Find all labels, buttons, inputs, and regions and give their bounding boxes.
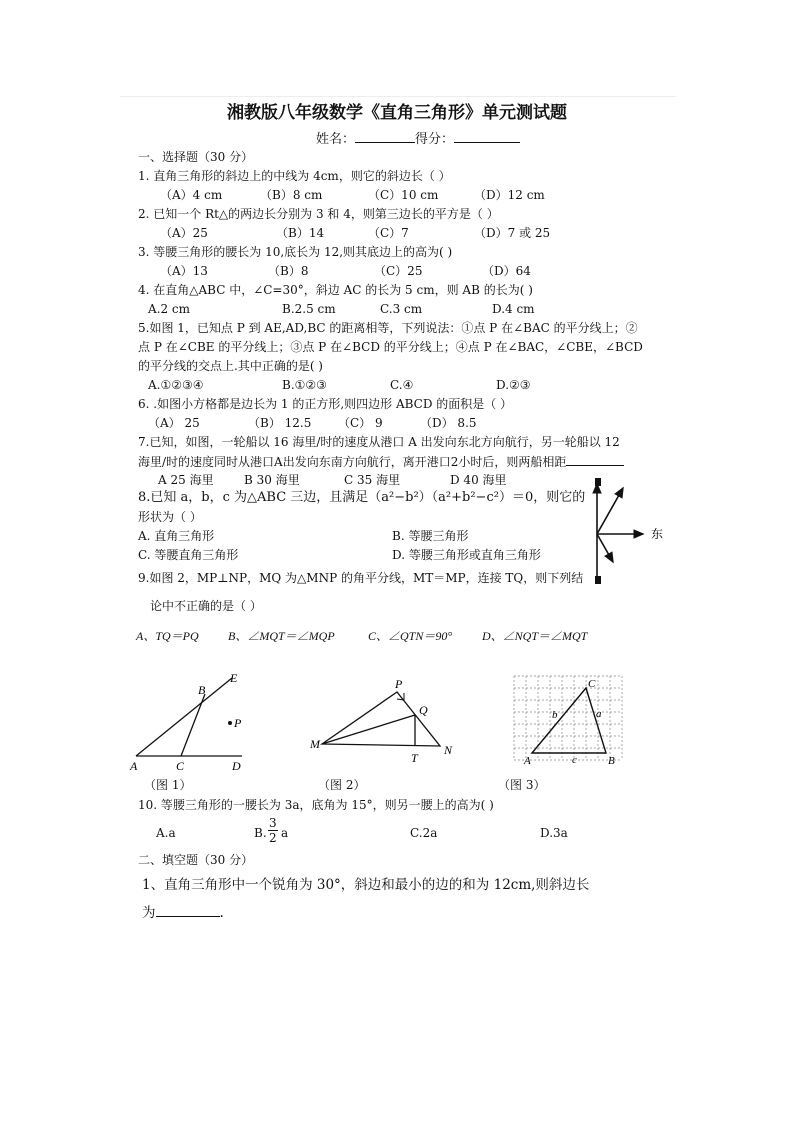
q1-option-c[interactable]: （C）10 cm	[368, 188, 439, 202]
fig2-label-m: M	[310, 737, 320, 751]
q3-option-a[interactable]: （A）13	[160, 264, 208, 278]
q9-option-c[interactable]: C、∠QTN＝90°	[368, 629, 453, 643]
fig3-label-b: B	[608, 755, 615, 767]
q10-option-b-tail: a	[281, 826, 289, 840]
q3-option-c[interactable]: （C）25	[374, 264, 423, 278]
name-score-line	[316, 130, 520, 148]
q2-option-a[interactable]: （A）25	[160, 226, 208, 240]
q10-option-d[interactable]: D.3a	[540, 826, 568, 840]
question-7-line-1: 7.已知，如图，一轮船以 16 海里/时的速度从港口 A 出发向东北方向航行，另一轮船以 12	[138, 435, 620, 449]
fig1-line-ae	[136, 678, 232, 756]
q7-option-d[interactable]: D 40 海里	[450, 473, 507, 487]
q8-option-a[interactable]: A. 直角三角形	[138, 529, 215, 543]
q7-option-a[interactable]: A 25 海里	[158, 473, 214, 487]
question-9-line-2: 论中不正确的是（ ）	[150, 599, 262, 613]
ship-2-arrow	[597, 534, 613, 562]
fig2-label-q: Q	[419, 703, 428, 717]
fraction-numerator: 3	[269, 816, 277, 830]
fig3-label-c: C	[588, 678, 596, 690]
q3-option-d[interactable]: （D）64	[482, 264, 531, 278]
compass-diagram	[585, 476, 675, 586]
fig3-label-side-b: b	[552, 709, 558, 721]
q5-option-d[interactable]: D.②③	[496, 378, 531, 392]
section-2-heading: 二、填空题（30 分）	[138, 853, 254, 867]
q9-option-a[interactable]: A、TQ＝PQ	[136, 629, 199, 643]
south-mark	[595, 576, 601, 584]
fig3-grid	[514, 676, 622, 760]
question-1: 1. 直角三角形的斜边上的中线为 4cm，则它的斜边长（ ）	[138, 169, 451, 183]
header-rule	[120, 96, 676, 97]
east-label: 东	[651, 527, 664, 541]
fig2-label-p: P	[395, 677, 403, 691]
fig1-label-e: E	[230, 671, 238, 685]
north-mark	[595, 478, 601, 486]
fig3-label-a: A	[524, 755, 531, 767]
q2-option-d[interactable]: （D）7 或 25	[474, 226, 551, 240]
fig1-label-d: D	[232, 759, 241, 773]
ship-1-arrow	[597, 488, 623, 534]
fig1-label-p: P	[234, 716, 242, 730]
fig2-label-t: T	[411, 751, 418, 765]
q5-option-c[interactable]: C.④	[390, 378, 414, 392]
q7-option-c[interactable]: C 35 海里	[344, 473, 401, 487]
name-label: 姓名：	[316, 132, 356, 147]
score-blank[interactable]	[454, 130, 520, 143]
figure-2-caption: （图 2）	[318, 778, 366, 792]
fig3-triangle-abc	[532, 688, 606, 753]
fig1-label-b: B	[198, 683, 206, 697]
question-5-line-2: 点 P 在∠CBE 的平分线上；③点 P 在∠BCD 的平分线上；④点 P 在∠BAC，∠CBE，∠BCD	[138, 340, 643, 354]
figure-3-caption: （图 3）	[498, 778, 546, 792]
name-blank[interactable]	[355, 130, 415, 143]
q4-option-c[interactable]: C.3 cm	[380, 302, 423, 316]
figure-2	[300, 672, 470, 772]
fig3-label-side-c: c	[572, 754, 577, 766]
question-9-line-1: 9.如图 2，MP⊥NP，MQ 为△MNP 的角平分线，MT＝MP，连接 TQ，则下列结	[138, 571, 584, 585]
fraction-denominator: 2	[269, 831, 277, 845]
q6-option-b[interactable]: （B） 12.5	[248, 416, 312, 430]
fig1-line-bc	[181, 694, 205, 756]
q6-option-a[interactable]: （A） 25	[148, 416, 200, 430]
fig1-label-a: A	[130, 759, 138, 773]
q8-option-d[interactable]: D. 等腰三角形或直角三角形	[392, 548, 541, 562]
q6-option-d[interactable]: （D） 8.5	[420, 416, 477, 430]
q9-option-d[interactable]: D、∠NQT＝∠MQT	[482, 629, 588, 643]
question-6: 6. .如图小方格都是边长为 1 的正方形,则四边形 ABCD 的面积是（ ）	[138, 397, 513, 411]
fill-1-line-2: 为 .	[142, 905, 224, 921]
figure-1	[126, 668, 256, 776]
q7-option-b[interactable]: B 30 海里	[244, 473, 300, 487]
fig2-line-mq	[322, 715, 415, 744]
q2-option-b[interactable]: （B）14	[276, 226, 325, 240]
q10-option-b[interactable]: B.	[254, 826, 267, 840]
q8-option-c[interactable]: C. 等腰直角三角形	[138, 548, 239, 562]
q10-option-a[interactable]: A.a	[156, 826, 176, 840]
fig1-label-c: C	[176, 759, 185, 773]
question-5-line-1: 5.如图 1，已知点 P 到 AE,AD,BC 的距离相等，下列说法：①点 P 在∠BAC 的平分线上；②	[138, 321, 638, 335]
q1-option-d[interactable]: （D）12 cm	[474, 188, 545, 202]
section-1-heading: 一、选择题（30 分）	[138, 150, 254, 164]
fig3-label-side-a: a	[596, 708, 602, 720]
fig1-point-p	[228, 721, 232, 725]
question-4: 4. 在直角△ABC 中，∠C=30°，斜边 AC 的长为 5 cm，则 AB 的长为( )	[138, 283, 533, 297]
q4-option-b[interactable]: B.2.5 cm	[282, 302, 336, 316]
score-label: 得分：	[415, 132, 455, 147]
q10-option-b-fraction	[268, 816, 278, 845]
question-8-line-1: 8.已知 a，b，c 为△ABC 三边，且满足（a²−b²）（a²+b²−c²）＝0，则它的	[138, 490, 586, 505]
question-10: 10. 等腰三角形的一腰长为 3a，底角为 15°，则另一腰上的高为( )	[138, 798, 494, 812]
q3-option-b[interactable]: （B）8	[268, 264, 309, 278]
fill-1-line-2-text: 为	[142, 905, 156, 921]
q6-option-c[interactable]: （C） 9	[338, 416, 383, 430]
q8-option-b[interactable]: B. 等腰三角形	[392, 529, 469, 543]
figure-3	[510, 672, 630, 772]
page-title: 湘教版八年级数学《直角三角形》单元测试题	[227, 103, 567, 123]
q5-option-b[interactable]: B.①②③	[282, 378, 327, 392]
fill-1-answer-blank[interactable]	[156, 904, 220, 917]
question-3: 3. 等腰三角形的腰长为 10,底长为 12,则其底边上的高为( )	[138, 245, 453, 259]
fill-1-line-1: 1、直角三角形中一个锐角为 30°，斜边和最小的边的和为 12cm,则斜边长	[142, 877, 590, 893]
figure-1-caption: （图 1）	[144, 778, 192, 792]
question-5-line-3: 的平分线的交点上.其中正确的是( )	[138, 359, 323, 373]
q7-line-2-text: 海里/时的速度同时从港口A出发向东南方向航行，离开港口2小时后，则两船相距	[138, 455, 567, 469]
question-8-line-2: 形状为（ ）	[138, 510, 202, 524]
q4-option-a[interactable]: A.2 cm	[148, 302, 191, 316]
question-2: 2. 已知一个 Rt△的两边长分别为 3 和 4，则第三边长的平方是（ ）	[138, 207, 499, 221]
q1-option-b[interactable]: （B）8 cm	[260, 188, 323, 202]
q4-option-d[interactable]: D.4 cm	[492, 302, 535, 316]
question-7-line-2	[138, 453, 624, 470]
fig2-label-n: N	[444, 743, 453, 757]
q5-option-a[interactable]: A.①②③④	[148, 378, 204, 392]
q1-option-a[interactable]: （A）4 cm	[160, 188, 223, 202]
q9-option-b[interactable]: B、∠MQT＝∠MQP	[228, 629, 335, 643]
q7-answer-blank[interactable]	[566, 453, 624, 466]
q2-option-c[interactable]: （C）7	[368, 226, 409, 240]
q10-option-c[interactable]: C.2a	[410, 826, 438, 840]
